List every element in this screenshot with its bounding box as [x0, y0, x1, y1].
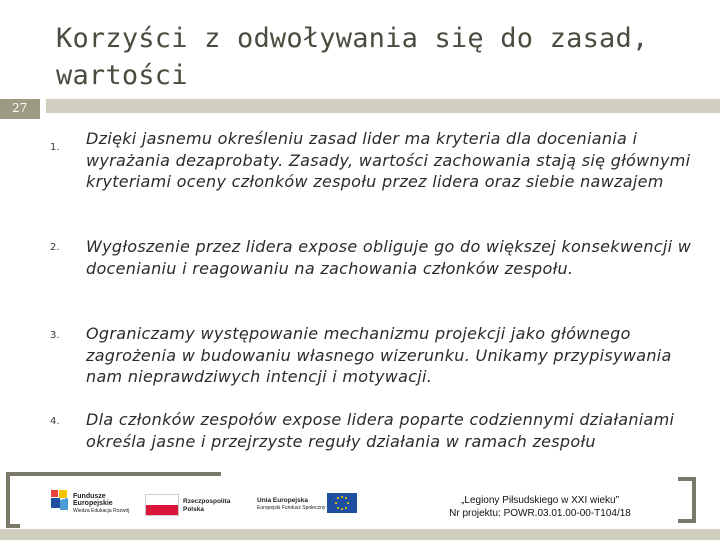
- list-item-number: 3.: [50, 330, 60, 341]
- fundusze-europejskie-logo: [51, 488, 69, 522]
- top-bar: [46, 99, 720, 113]
- list-item-text: Wygłoszenie przez lidera expose obliguje go do większej konsekwencji w docenianiu i reagowaniu na zachowania członków zespołu.: [86, 237, 692, 278]
- unia-label-2: Europejski Fundusz Społeczny: [257, 505, 326, 511]
- rzeczpospolita-label-2: Polska: [183, 506, 204, 513]
- slide-title: Korzyści z odwoływania się do zasad, wartości: [56, 23, 649, 91]
- unia-label-1: Unia Europejska: [257, 497, 308, 504]
- footer-bracket-left: [6, 472, 20, 528]
- list-item-text: Ograniczamy występowanie mechanizmu projekcji jako głównego zagrożenia w budowaniu własnego wizerunku. Unikamy przypisywania nam nieprawdziwych intencji i motywacji.: [86, 324, 672, 386]
- slide-number: 27: [12, 101, 28, 115]
- footer-bracket-top: [6, 472, 221, 476]
- project-info: [420, 494, 660, 520]
- rzeczpospolita-label-1: Rzeczpospolita: [183, 498, 231, 505]
- footer-bracket-right: [678, 477, 696, 523]
- fundusze-label-2: Europejskie: [73, 500, 113, 507]
- polish-flag-icon: [145, 494, 179, 516]
- fundusze-label-1: Fundusze: [73, 493, 106, 500]
- list-item-number: 2.: [50, 242, 60, 253]
- list-item-text: Dzięki jasnemu określeniu zasad lider ma kryteria dla doceniania i wyrażania dezaprobaty. Zasady, wartości zachowania stają się głównymi kryteriami oceny członków zespołu przez lidera oraz siebie nawzajem: [86, 129, 691, 191]
- list-item-text: Dla członków zespołów expose lidera poparte codziennymi działaniami określa jasne i przejrzyste reguły działania w ramach zespołu: [86, 410, 675, 451]
- eu-flag-icon: [327, 493, 357, 513]
- project-name: „Legiony Piłsudskiego w XXI wieku”: [461, 495, 619, 506]
- bottom-strip: [0, 529, 720, 540]
- list-item-number: 1.: [50, 142, 60, 153]
- project-number: Nr projektu: POWR.03.01.00-00-T104/18: [449, 508, 631, 519]
- fundusze-label-3: Wiedza Edukacja Rozwój: [73, 508, 130, 514]
- logo-strip: [45, 484, 385, 526]
- list-item-number: 4.: [50, 416, 60, 427]
